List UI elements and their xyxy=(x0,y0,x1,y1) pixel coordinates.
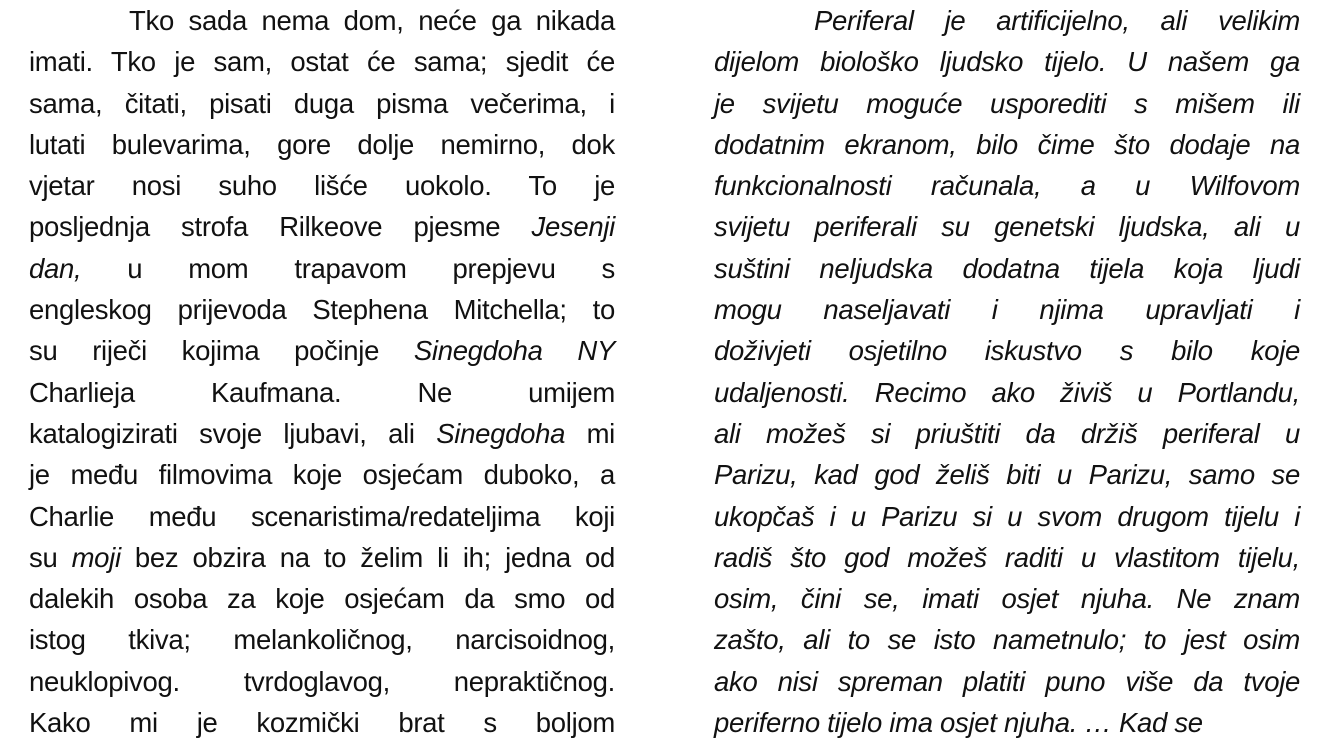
line-text: ali možeš si priuštiti da držiš periferal u xyxy=(714,417,1300,449)
text-line xyxy=(29,289,615,330)
line-text: Charlie među scenaristima/redateljima koji xyxy=(29,500,615,532)
line-text: katalogizirati svoje ljubavi, ali Sinegdoha mi xyxy=(29,417,615,449)
line-text: je svijetu moguće usporediti s mišem ili xyxy=(714,87,1300,119)
line-text: lutati bulevarima, gore dolje nemirno, dok xyxy=(29,128,615,160)
text-line xyxy=(29,702,615,743)
line-text: sama, čitati, pisati duga pisma večerima, i xyxy=(29,87,615,119)
line-text: dodatnim ekranom, bilo čime što dodaje na xyxy=(714,128,1300,160)
text-line xyxy=(29,41,615,82)
text-line xyxy=(714,83,1300,124)
text-line xyxy=(29,661,615,702)
text-line xyxy=(714,289,1300,330)
line-text: doživjeti osjetilno iskustvo s bilo koje xyxy=(714,335,1300,367)
text-line xyxy=(29,454,615,495)
text-line xyxy=(29,496,615,537)
line-text: zašto, ali to se isto nametnulo; to jest osim xyxy=(714,624,1300,656)
line-text: suštini neljudska dodatna tijela koja ljudi xyxy=(714,252,1300,284)
text-line xyxy=(714,496,1300,537)
text-line xyxy=(714,578,1300,619)
text-line xyxy=(714,0,1300,41)
line-text: mogu naseljavati i njima upravljati i xyxy=(714,294,1300,326)
line-text: imati. Tko je sam, ostat će sama; sjedit će xyxy=(29,46,615,78)
text-line-10 xyxy=(29,413,615,454)
line-text: je među filmovima koje osjećam duboko, a xyxy=(29,459,615,491)
text-line xyxy=(29,0,615,41)
italic-word: Sinegdoha xyxy=(436,417,566,449)
line-text: osim, čini se, imati osjet njuha. Ne znam xyxy=(714,583,1300,615)
text-line xyxy=(29,124,615,165)
text-line xyxy=(29,372,615,413)
line-text: ukopčaš i u Parizu si u svom drugom tijelu i xyxy=(714,500,1300,532)
left-text-column xyxy=(29,0,615,743)
text-line xyxy=(29,578,615,619)
text-line xyxy=(714,330,1300,371)
text-line-5 xyxy=(29,206,615,247)
italic-word: moji xyxy=(71,541,121,573)
text-line xyxy=(714,619,1300,660)
line-text: Kako mi je kozmički brat s boljom xyxy=(29,707,615,739)
line-text: posljednja strofa Rilkeove pjesme Jesenji xyxy=(29,211,615,243)
line-text: engleskog prijevoda Stephena Mitchella; to xyxy=(29,294,615,326)
italic-word: NY xyxy=(577,335,615,367)
line-text: dalekih osoba za koje osjećam da smo od xyxy=(29,583,615,615)
line-text: su moji bez obzira na to želim li ih; jedna od xyxy=(29,541,615,573)
line-text: dan, u mom trapavom prepjevu s xyxy=(29,252,615,284)
line-text: ako nisi spreman platiti puno više da tvoje xyxy=(714,665,1300,697)
line-text: svijetu periferali su genetski ljudska, ali u xyxy=(714,211,1300,243)
text-line xyxy=(714,454,1300,495)
text-line xyxy=(714,41,1300,82)
text-line xyxy=(714,537,1300,578)
text-line-8 xyxy=(29,330,615,371)
italic-word: Sinegdoha xyxy=(413,335,543,367)
line-text: neuklopivog. tvrdoglavog, nepraktičnog. xyxy=(29,665,615,697)
text-line-6 xyxy=(29,248,615,289)
text-line xyxy=(714,206,1300,247)
line-text: su riječi kojima počinje Sinegdoha NY xyxy=(29,335,615,367)
line-text: vjetar nosi suho lišće uokolo. To je xyxy=(29,170,615,202)
line-text: dijelom biološko ljudsko tijelo. U našem ga xyxy=(714,46,1300,78)
italic-word: dan, xyxy=(29,252,82,284)
text-line-13 xyxy=(29,537,615,578)
line-text: radiš što god možeš raditi u vlastitom tijelu, xyxy=(714,541,1300,573)
line-text: periferno tijelo ima osjet njuha. … Kad se xyxy=(714,707,1203,739)
text-line xyxy=(29,165,615,206)
text-line xyxy=(29,83,615,124)
italic-word: Jesenji xyxy=(531,211,615,243)
text-line xyxy=(714,248,1300,289)
text-line xyxy=(714,165,1300,206)
right-text-column xyxy=(714,0,1300,743)
line-text: udaljenosti. Recimo ako živiš u Portlandu, xyxy=(714,376,1300,408)
text-line xyxy=(714,124,1300,165)
line-text: Tko sada nema dom, neće ga nikada xyxy=(129,5,615,36)
line-text: funkcionalnosti računala, a u Wilfovom xyxy=(714,170,1300,202)
text-line xyxy=(714,661,1300,702)
text-line xyxy=(714,702,1300,743)
line-text: Parizu, kad god želiš biti u Parizu, samo se xyxy=(714,459,1300,491)
line-text: Charlieja Kaufmana. Ne umijem xyxy=(29,376,615,408)
text-line xyxy=(714,413,1300,454)
text-line xyxy=(29,619,615,660)
text-line xyxy=(714,372,1300,413)
line-text: Periferal je artificijelno, ali velikim xyxy=(814,5,1300,36)
line-text: istog tkiva; melankoličnog, narcisoidnog, xyxy=(29,624,615,656)
